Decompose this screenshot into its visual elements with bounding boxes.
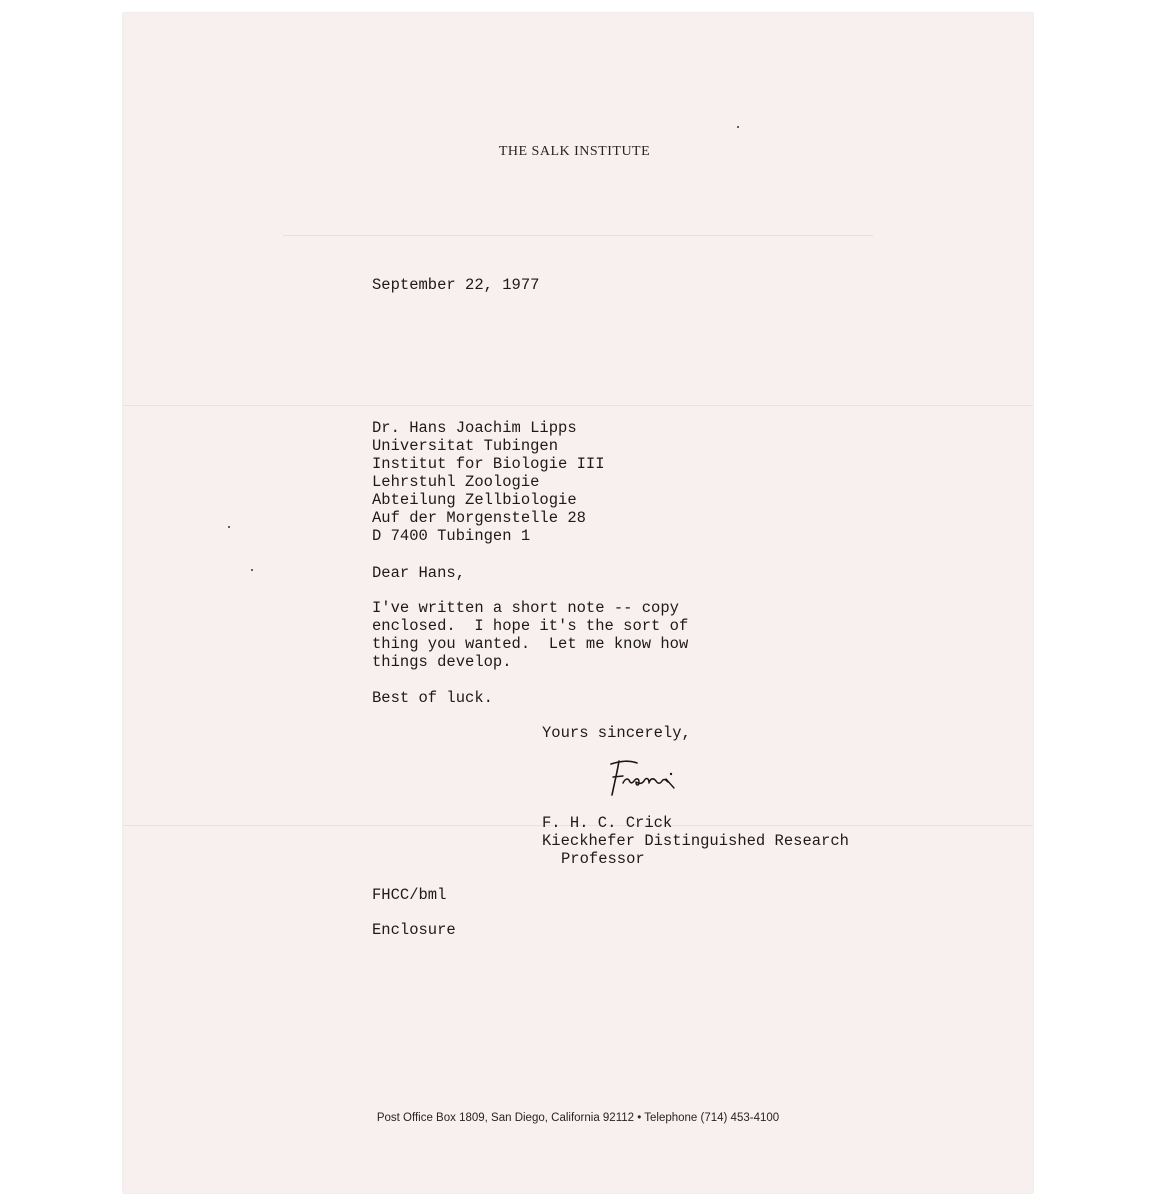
address-line: Abteilung Zellbiologie xyxy=(372,491,577,509)
body-line: I've written a short note -- copy xyxy=(372,599,679,617)
address-line: Institut for Biologie III xyxy=(372,455,605,473)
signer-title-continued: Professor xyxy=(561,850,645,868)
recipient-address xyxy=(372,419,605,545)
body-line: thing you wanted. Let me know how xyxy=(372,635,689,653)
letterhead-title: THE SALK INSTITUTE xyxy=(498,144,651,159)
salutation: Dear Hans, xyxy=(372,564,466,582)
signer-title: Kieckhefer Distinguished Research xyxy=(542,832,849,850)
letter-date: September 22, 1977 xyxy=(372,276,540,294)
paper-speck xyxy=(228,526,230,528)
letter-sheet xyxy=(123,13,1033,1193)
address-line: Dr. Hans Joachim Lipps xyxy=(372,419,577,437)
reference-initials: FHCC/bml xyxy=(372,886,447,904)
paper-speck xyxy=(251,569,253,571)
body-line: enclosed. I hope it's the sort of xyxy=(372,617,689,635)
letterhead-rule xyxy=(283,235,873,236)
letterhead-footer: Post Office Box 1809, San Diego, California 92112 • Telephone (714) 453-4100 xyxy=(376,1112,780,1124)
body-line: things develop. xyxy=(372,653,512,671)
complimentary-close: Yours sincerely, xyxy=(542,724,691,742)
address-line: Auf der Morgenstelle 28 xyxy=(372,509,586,527)
well-wish: Best of luck. xyxy=(372,689,493,707)
paper-fold xyxy=(123,405,1033,406)
enclosure-note: Enclosure xyxy=(372,921,456,939)
address-line: Lehrstuhl Zoologie xyxy=(372,473,540,491)
signer-name: F. H. C. Crick xyxy=(542,814,673,832)
paper-speck xyxy=(737,126,739,128)
handwritten-signature xyxy=(603,755,683,803)
address-line: D 7400 Tubingen 1 xyxy=(372,527,531,545)
letter-body xyxy=(372,599,688,671)
address-line: Universitat Tubingen xyxy=(372,437,559,455)
